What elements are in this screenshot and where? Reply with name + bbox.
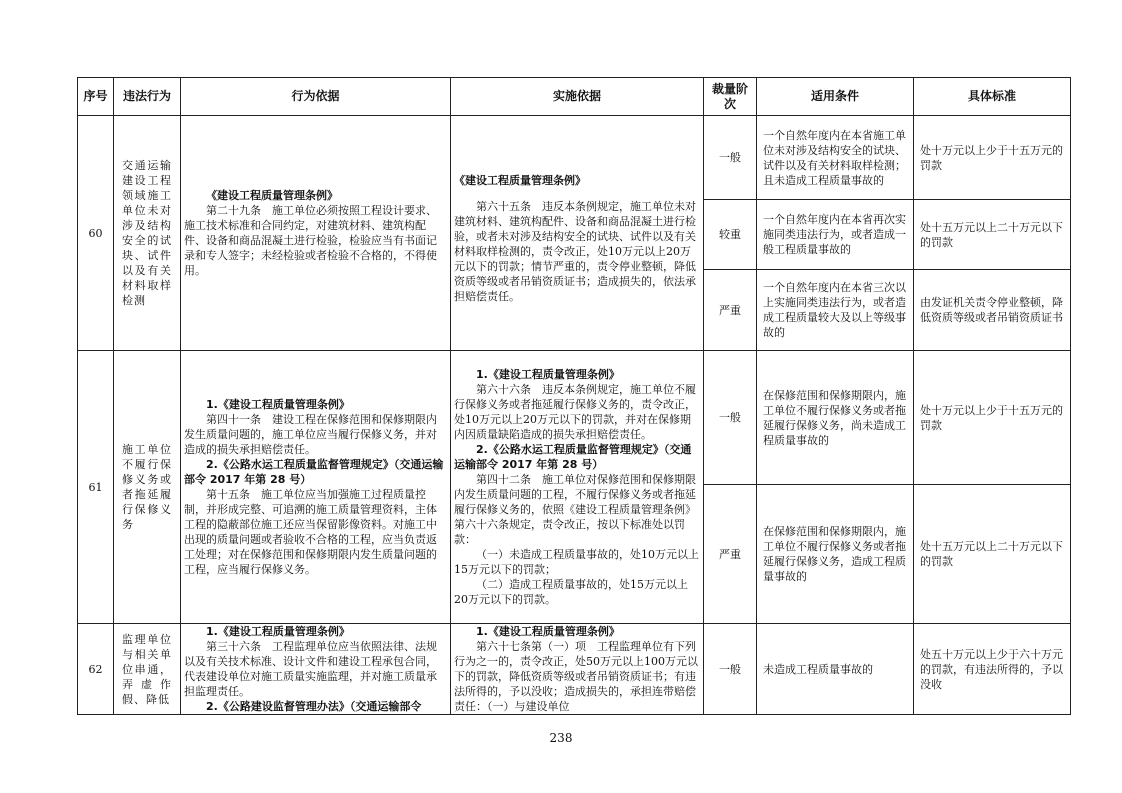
- row-62-no: 62: [78, 624, 114, 715]
- row-62-basis: [181, 624, 451, 715]
- row-61-impl-item-1: （一）未造成工程质量事故的，处10万元以上15万元以下的罚款；: [454, 548, 699, 576]
- table-row-61: [78, 351, 1071, 485]
- page-number: 238: [549, 731, 573, 745]
- row-60-level-3: 严重: [704, 270, 757, 351]
- header-impl: 实施依据: [451, 78, 704, 116]
- row-60-std-2: 处十五万元以上二十万元以下的罚款: [914, 200, 1071, 270]
- row-62-violation: 监理单位与相关单位串通，弄虚作假、降低: [114, 624, 181, 715]
- row-60-impl: [451, 116, 704, 351]
- table-row-62: [78, 624, 1071, 715]
- header-basis: 行为依据: [181, 78, 451, 116]
- row-61-impl-law-1: 1.《建设工程质量管理条例》: [476, 368, 620, 381]
- row-61-impl-item-2: （二）造成工程质量事故的，处15万元以上20万元以下的罚款。: [454, 578, 688, 606]
- row-62-std-1: 处五十万元以上少于六十万元的罚款，有违法所得的，予以没收: [914, 624, 1071, 715]
- row-62-basis-law-2: 2.《公路建设监督管理办法》（交通运输部令: [206, 700, 422, 713]
- row-61-level-1: 一般: [704, 351, 757, 485]
- row-62-basis-text-1: 第三十六条 工程监理单位应当依照法律、法规以及有关技术标准、设计文件和建设工程承包合同，代表建设单位对施工质量实施监理，并对施工质量承担监理责任。: [184, 640, 437, 698]
- row-60-std-1: 处十万元以上少于十五万元的罚款: [914, 116, 1071, 200]
- row-61-impl-text-2: 第四十二条 施工单位对保修范围和保修期限内发生质量问题的工程，不履行保修义务或者拖延履行保修义务的，依照《建设工程质量管理条例》第六十六条规定，责令改正，按以下标准处以罚款：: [454, 473, 696, 546]
- row-60-level-1: 一般: [704, 116, 757, 200]
- row-62-basis-law-1: 1.《建设工程质量管理条例》: [206, 625, 350, 638]
- row-61-basis: [181, 351, 451, 624]
- row-60-std-3: 由发证机关责令停业整顿，降低资质等级或者吊销资质证书: [914, 270, 1071, 351]
- row-60-no: 60: [78, 116, 114, 351]
- row-60-basis-text: 第二十九条 施工单位必须按照工程设计要求、施工技术标准和合同约定，对建筑材料、建筑构配件、设备和商品混凝土进行检验，检验应当有书面记录和专人签字；未经检验或者检验不合格的，不得使用。: [184, 204, 437, 277]
- row-60-basis-law: 《建设工程质量管理条例》: [206, 189, 338, 202]
- header-act: 违法行为: [114, 78, 181, 116]
- row-61-basis-text-2: 第十五条 施工单位应当加强施工过程质量控制，并形成完整、可追溯的施工质量管理资料，主体工程的隐蔽部位施工还应当保留影像资料。对施工中出现的质量问题或者验收不合格的工程，应当负责返工处理；对在保修范围和保修期限内发生质量问题的工程，应当履行保修义务。: [184, 488, 437, 576]
- row-60-cond-3: 一个自然年度内在本省三次以上实施同类违法行为，或者造成工程质量较大及以上等级事故的: [757, 270, 914, 351]
- row-61-cond-1: 在保修范围和保修期限内，施工单位不履行保修义务或者拖延履行保修义务，尚未造成工程质量事故的: [757, 351, 914, 485]
- row-61-impl-law-2: 2.《公路水运工程质量监督管理规定》（交通运输部令 2017 年第 28 号）: [454, 443, 692, 471]
- row-62-impl: [451, 624, 704, 715]
- penalty-standard-table: [77, 77, 1071, 715]
- row-60-impl-law: 《建设工程质量管理条例》: [454, 174, 586, 187]
- row-61-basis-text-1: 第四十一条 建设工程在保修范围和保修期限内发生质量问题的，施工单位应当履行保修义务，并对造成的损失承担赔偿责任。: [184, 413, 437, 456]
- header-level: 裁量阶次: [704, 78, 757, 116]
- row-61-no: 61: [78, 351, 114, 624]
- row-61-impl: [451, 351, 704, 624]
- row-61-basis-law-1: 1.《建设工程质量管理条例》: [206, 398, 350, 411]
- row-61-cond-2: 在保修范围和保修期限内，施工单位不履行保修义务或者拖延履行保修义务，造成工程质量事故的: [757, 485, 914, 624]
- row-61-violation: 施工单位不履行保修义务或者拖延履行保修义务: [114, 351, 181, 624]
- row-60-basis: [181, 116, 451, 351]
- row-62-impl-text-1: 第六十七条第（一）项 工程监理单位有下列行为之一的，责令改正，处50万元以上100万元以下的罚款，降低资质等级或者吊销资质证书；有违法所得的，予以没收；造成损失的，承担连带赔偿责任：（一）与建设单位: [454, 640, 698, 713]
- header-cond: 适用条件: [757, 78, 914, 116]
- row-60-level-2: 较重: [704, 200, 757, 270]
- row-62-impl-law-1: 1.《建设工程质量管理条例》: [476, 625, 620, 638]
- row-62-level-1: 一般: [704, 624, 757, 715]
- row-61-std-2: 处十五万元以上二十万元以下的罚款: [914, 485, 1071, 624]
- table-row-60: [78, 116, 1071, 200]
- row-61-std-1: 处十万元以上少于十五万元的罚款: [914, 351, 1071, 485]
- row-61-level-2: 严重: [704, 485, 757, 624]
- row-60-cond-1: 一个自然年度内在本省施工单位未对涉及结构安全的试块、试件以及有关材料取样检测；且未造成工程质量事故的: [757, 116, 914, 200]
- row-60-violation: 交通运输建设工程领域施工单位未对涉及结构安全的试块、试件以及有关材料取样检测: [114, 116, 181, 351]
- header-no: 序号: [78, 78, 114, 116]
- row-61-impl-text-1: 第六十六条 违反本条例规定，施工单位不履行保修义务或者拖延履行保修义务的，责令改正，处10万元以上20万元以下的罚款，并对在保修期内因质量缺陷造成的损失承担赔偿责任。: [454, 383, 696, 441]
- row-60-cond-2: 一个自然年度内在本省再次实施同类违法行为，或者造成一般工程质量事故的: [757, 200, 914, 270]
- row-61-basis-law-2: 2.《公路水运工程质量监督管理规定》（交通运输部令 2017 年第 28 号）: [184, 458, 444, 486]
- header-row: [78, 78, 1071, 116]
- row-60-impl-text: 第六十五条 违反本条例规定，施工单位未对建筑材料、建筑构配件、设备和商品混凝土进行检验，或者未对涉及结构安全的试块、试件以及有关材料取样检测的，责令改正，处10万元以上20万元以下的罚款；情节严重的，责令停业整顿，降低资质等级或者吊销资质证书；造成损失的，依法承担赔偿责任。: [454, 200, 696, 303]
- header-std: 具体标准: [914, 78, 1071, 116]
- row-62-cond-1: 未造成工程质量事故的: [757, 624, 914, 715]
